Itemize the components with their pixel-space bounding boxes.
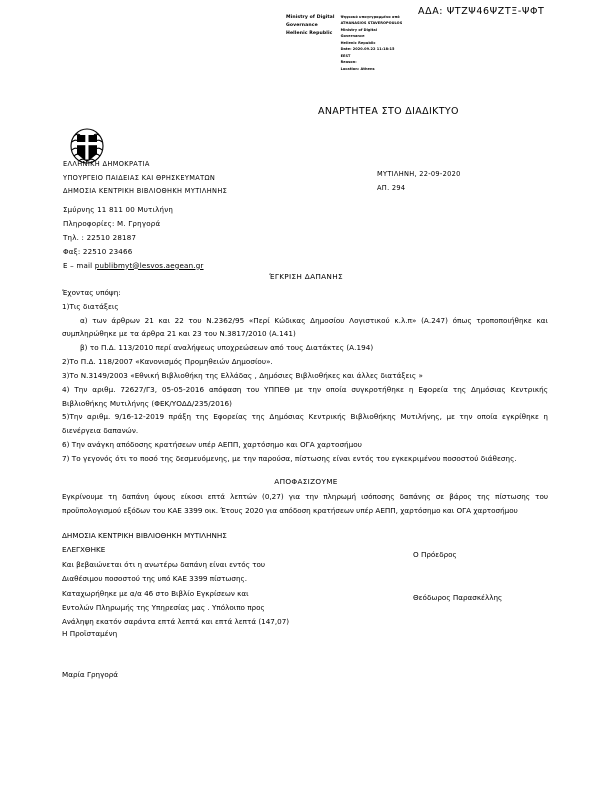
verification-line: Και βεβαιώνεται ότι η ανωτέρω δαπάνη είναι εντός του [62, 559, 266, 569]
org-line-country: ΕΛΛΗΝΙΚΗ ΔΗΜΟΚΡΑΤΙΑ [63, 160, 150, 168]
contact-address: Σμύρνης 11 811 00 Μυτιλήνη [63, 205, 174, 214]
signature-detail-line: Governance [340, 34, 365, 39]
approver-block [413, 548, 502, 606]
signature-line: Ministry of Digital [286, 15, 335, 20]
verification-block [62, 529, 289, 630]
signature-gap [62, 637, 118, 671]
contact-email-label: E – mail [63, 260, 95, 270]
contact-block [63, 203, 204, 272]
clause-item: 5)Την αριθμ. 9/16-12-2019 πράξη της Εφορείας της Δημόσιας Κεντρικής Βιβλιοθήκης Μυτιλήνης, με την οποία εγκρίθηκε η διενέργεια δαπανών. [62, 412, 548, 436]
decision-text [62, 490, 548, 518]
publication-note: ΑΝΑΡΤΗΤΕΑ ΣΤΟ ΔΙΑΔΙΚΤΥΟ [318, 106, 459, 117]
signatory-name: Μαρία Γρηγορά [62, 670, 119, 680]
approver-role: Ο Πρόεδρος [413, 550, 457, 559]
signature-detail-line: ATHANASIOS STAVEROPOULOS [340, 21, 403, 26]
signature-detail-line: Date: 2020.09.22 11:18:15 [340, 47, 395, 52]
org-line-ministry: ΥΠΟΥΡΓΕΙΟ ΠΑΙΔΕΙΑΣ ΚΑΙ ΘΡΗΣΚΕΥΜΑΤΩΝ [63, 173, 216, 182]
clause-item: 4) Την αριθμ. 72627/Γ3, 05-05-2016 απόφαση του ΥΠΠΕΘ με την οποία συγκροτήθηκε η Εφορεία της Δημόσιας Κεντρικής Βιβλιοθήκης Μυτιλήνης (ΦΕΚ/ΥΟΔΔ/235/2016) [62, 384, 548, 408]
preamble: Έχοντας υπόψη: [62, 288, 121, 297]
contact-email-link[interactable]: publibmyt@lesvos.aegean.gr [94, 260, 204, 270]
verification-line: Καταχωρήθηκε με α/α 46 στο Βιβλίο Εγκρίσεων και [62, 588, 249, 598]
place-date-block [377, 168, 461, 195]
signature-line: Governance [286, 23, 318, 29]
place-date: ΜΥΤΙΛΗΝΗ, 22-09-2020 [377, 170, 461, 178]
verification-org: ΔΗΜΟΣΙΑ ΚΕΝΤΡΙΚΗ ΒΙΒΛΙΟΘΗΚΗ ΜΥΤΙΛΗΝΗΣ [62, 531, 227, 540]
signature-detail-line: Ministry of Digital [340, 27, 378, 32]
clause-item: 3)Το Ν.3149/2003 «Εθνική Βιβλιοθήκη της Ελλάδας , Δημόσιες Βιβλιοθήκες και άλλες διατάξεις » [62, 370, 423, 380]
page-title: ΈΓΚΡΙΣΗ ΔΑΠΑΝΗΣ [269, 272, 343, 281]
clause-item: 6) Την ανάγκη απόδοσης κρατήσεων υπέρ ΑΕΠΠ, χαρτόσημο και ΟΓΑ χαρτοσήμου [62, 440, 362, 450]
contact-fax: Φαξ: 22510 23466 [63, 246, 133, 256]
considerations-block [62, 286, 548, 466]
signatory-role: Η Προϊσταμένη [62, 629, 118, 638]
decision-heading: ΑΠΟΦΑΣΙΖΟΥΜΕ [274, 477, 338, 486]
clause-item: β) το Π.Δ. 113/2010 περί αναλήψεως υποχρεώσεων από τους Διατάκτες (Α.194) [80, 343, 374, 353]
clause-item: α) των άρθρων 21 και 22 του Ν.2362/95 «Περί Κώδικας Δημοσίου Λογιστικού κ.λ.π» (Α.247) όπως τροποποιήθηκε και συμπληρώθηκε με τα άρθρα 21 και 23 του Ν.3817/2010 (Α.141) [62, 315, 548, 339]
organisation-block [63, 158, 227, 199]
signature-detail-line: Location: Athens [340, 66, 375, 71]
clause-item: 7) Το γεγονός ότι το ποσό της δεσμευόμενης, με την παρούσα, πίστωσης είναι εντός του εγκεκριμένου ποσοστού διάθεσης. [62, 453, 517, 463]
approver-name: Θεόδωρος Παρασκέλλης [413, 593, 503, 603]
clause-item: 1)Τις διατάξεις [62, 301, 119, 311]
signature-detail-line: Ψηφιακά υπογεγραμμένο από [340, 15, 400, 19]
contact-email-row [63, 259, 204, 273]
digital-signature-stamp [286, 14, 402, 72]
protocol-number: ΑΠ. 294 [377, 183, 406, 192]
clause-item: 2)Το Π.Δ. 118/2007 «Κανονισμός Προμηθειών Δημοσίου». [62, 357, 273, 367]
decision-paragraph: Εγκρίνουμε τη δαπάνη ύψους είκοσι επτά λεπτών (0,27) για την πληρωμή ισόποσης δαπάνης σε βάρος της πίστωσης του προϋπολογισμού εξόδων του ΚΑΕ 3399 οικ. Έτους 2020 για απόδοση κρατήσεων υπέρ ΑΕΠΠ, χαρτόσημο και ΟΓΑ χαρτοσήμου [62, 492, 548, 515]
contact-phone: Τηλ. : 22510 28187 [63, 232, 137, 242]
signature-detail-line: EEST [340, 53, 351, 58]
signature-line: Hellenic Republic [286, 31, 333, 37]
digital-signature-details [341, 14, 403, 72]
digital-signature-authority [286, 14, 335, 72]
ada-code: ΑΔΑ: ΨΤΖΨ46ΨΖΤΞ-ΨΦΤ [418, 6, 545, 17]
verification-line: Εντολών Πληρωμής της Υπηρεσίας μας . Υπόλοιπο προς [62, 603, 265, 613]
verification-line: Ανάληψη εκατόν σαράντα επτά λεπτά και επτά λεπτά (147,07) [62, 617, 290, 627]
signature-detail-line: Reason: [340, 60, 357, 65]
verification-checked: ΕΛΕΓΧΘΗΚΕ [62, 545, 106, 555]
contact-info: Πληροφορίες: Μ. Γρηγορά [63, 218, 161, 228]
org-line-library: ΔΗΜΟΣΙΑ ΚΕΝΤΡΙΚΗ ΒΙΒΛΙΟΘΗΚΗ ΜΥΤΙΛΗΝΗΣ [63, 187, 228, 196]
signature-detail-line: Hellenic Republic [340, 40, 376, 45]
signatory-block [62, 630, 118, 678]
verification-line: Διαθέσιμου ποσοστού της υπό ΚΑΕ 3399 πίστωσης. [62, 574, 248, 584]
